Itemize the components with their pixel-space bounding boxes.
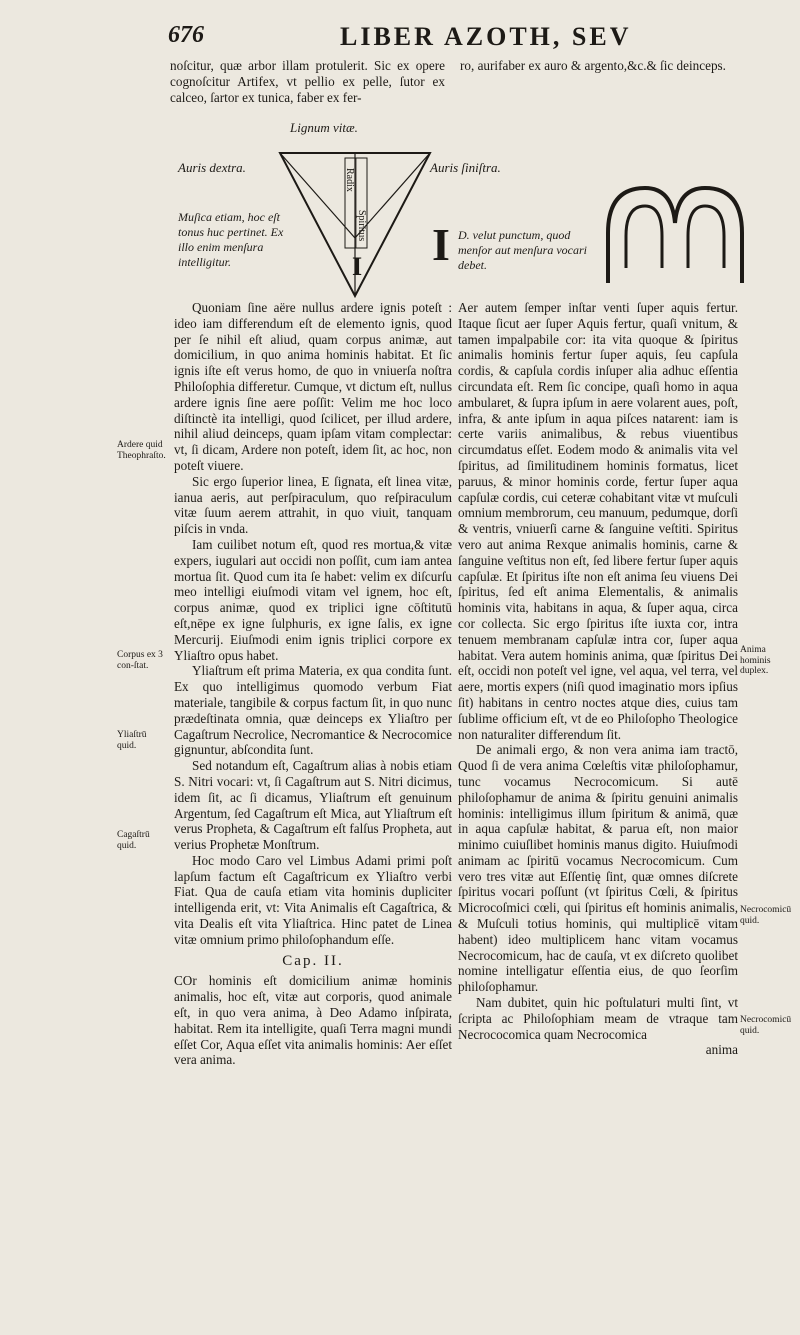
left-paragraph-6: Hoc modo Caro vel Limbus Adami primi poſt lapſum factum eſt Cagaſtricum ex Yliaſtro verbi Fiat. Qua de cauſa etiam vita hominis dupliciter intelligenda erit, vt: Vita Animalis eſt Cagaſtrica, & vita Dealis eſt vita Yliaſtrica. Hinc patet de Linea vitæ omnium primo philoſophandum eſſe. [174,852,452,947]
figure-left-caption: Muſica etiam, hoc eſt tonus huc pertinet. Ex illo enim menſura intelligitur. [178,210,284,269]
catchword: anima [705,1042,738,1058]
margin-note-necrocomicum-2: Necrocomicū quid. [740,1015,792,1036]
margin-note-cagastrum: Cagaſtrū quid. [117,830,150,851]
top-left-text: noſcitur, quæ arbor illam protulerit. Sic ex opere cognoſcitur Artifex, vt pellio ex pelle, ſutor ex calceo, ſartor ex tunica, faber ex fer- [170,58,445,105]
chapter-heading: Cap. II. [282,952,344,969]
chapter-text: COr hominis eſt domicilium animæ hominis animalis, hoc eſt, vitæ aut corporis, quod animale eſt, in quo vera anima, à Deo Adamo inſpirata, habitat. Rem ita intelligite, quaſi Terra magni mundi eſſet Cor, Aqua eſſet vita animalis hominis: Aer eſſet vera anima. [174,973,452,1068]
ear-arches-diagram [600,178,750,288]
margin-note-anima: Anima hominis duplex. [740,645,771,676]
left-paragraph-1: Quoniam ſine aëre nullus ardere ignis poteſt : ideo iam differendum eſt de elemento ignis, quod per ſe nihil eſt aliud, quam corpus animæ, aut domicilium, in quo anima hominis habitat. Et ſic ignis iſte eſt verus homo, de quo in vniuerſa noſtra Philoſophia differetur. Cumque, vt dictum eſt, nullus ardere ignis ſine aere poſſit: Velim me hoc loco diſtinctè ita intelligi, quod ſcilicet, per illud ardere, nihil aliud deinceps, quam ipſam vitam complectar: vt, ſi dicam, Ardere non poteſt, idem ſit, ac hoc, non poteſt viuere. [174,300,452,473]
page-number: 676 [168,22,204,48]
triangle-bottom-letter: I [352,252,363,281]
figure-title: Lignum vitæ. [290,120,358,135]
right-column [458,300,738,1058]
running-title: LIBER AZOTH, SEV [340,22,632,51]
left-column [174,300,452,1068]
margin-note-corpus: Corpus ex 3 con-ſtat. [117,650,163,671]
margin-note-necrocomicum-1: Necrocomicū quid. [740,905,792,926]
right-paragraph-3: Nam dubitet, quin hic poſtulaturi multi ſint, vt ſcripta ac Philoſophiam meam de vtraque tam Necrococomica quam Necrocomica [458,995,738,1042]
margin-note-yliastrum: Yliaſtrū quid. [117,730,147,751]
figure-right-caption: D. velut punctum, quod menſor aut menſura vocari debet. [458,228,587,272]
margin-note-ardere: Ardere quid Theophraſto. [117,440,166,461]
left-paragraph-4: Yliaſtrum eſt prima Materia, ex qua condita ſunt. Ex quo intelligimus quomodo verbum Fiat materiale, tangibile & corpus factum ſit, in quo nunc prædeſtinata omnia, quæ deinceps ex Yliaſtro per Cagaſtrum Necrolice, Necromantice & Necrocomice gignuntur, abſcondita ſunt. [174,663,452,758]
top-right-text: ro, aurifaber ex auro & argento,&c.& ſic deinceps. [460,58,726,73]
right-paragraph-2: De animali ergo, & non vera anima iam tractō, Quod ſi de vera anima Cœleſtis vitæ philoſophamur, tunc vocamus Necrocomicum. Si autē philoſophamur de anima & ſpiritu genuini animalis hominis: intelligimus illum ſpiritum & animā, quæ in aqua capſulæ habitat, & parua eſt, non maior minimo cuiuſlibet hominis manus digito. Huiuſmodi animam ac ſpiritū vocamus Necrocomicum. Cum vero tres vitæ aut Eſſentię ſint, quæ omnes diſcrete ſpiritus vocari poſſunt (vt ſpiritus Cœli, & ſpiritus Microcoſmici cœli, qui ſpiritus eſt hominis animalis, & Muſculi totius hominis, qui multiplicē vitam habent) ideo multiplicem hanc vitam vocamus Necrocomicum, hac de cauſa, vt ex diſcreto quolibet nomine intelligatur eſſentia eius, de quo ſeorſim philoſophamur. [458,742,738,995]
triangle-inner-label-1: Radix [344,168,355,192]
right-paragraph-1: Aer autem ſemper inſtar venti ſuper aquis fertur. Itaque ſicut aer ſuper Aquis fertur, quaſi vnitum, & tamen impalpabile cor: ita vita quoque & ſpiritus animalis hominis fertur ſuper aquis, ſeu capſula cordis, & capſula cordis inſuper alia adhuc eſſentia circundata eſt. Rem ſic concipe, quaſi homo in aqua ambularet, & ſupra ipſum in aere volarent aues, poſt, infra, & ante ipſum in aqua piſces natarent: iam is certe variis animalibus, & rebus viuentibus circumdatus eſſet. Eodem modo & animalis vita vel ſpiritus, ad ſimilitudinem hominis formatus, licet paruus, & minor hominis corde, fertur ſuper aqua capſulæ cordis, cui ceteræ cohabitant vitæ vt muſculi omnium membrorum, ceu manuum, pedumque, dorſi & ventris, vniuerſi carne & ſanguine veſtiti. Spiritus vero aut anima Rexque animalis hominis, carne & ſanguine veſtitus non eſt, ſed libere fertur ſuper aquis capſulæ. Et ſpiritus iſte non eſt anima ſeu viuens Dei ſpiritus, ſed eſt anima Elementalis, & animalis hominis vita, habitans in aqua, & ſuper aqua, circa cor collecta. Sic ergo ſpiritus iſte iuxta cor, intra tenuem membranam capſulæ intra cor, ſuper aqua habitat. Vera autem hominis anima, quæ ſpiritus Dei eſt, occidi non poteſt vel igne, vel aqua, vel terra, vel aere, mortis expers (niſi quod imaginatio mors ipſius ſit) habitans in centro noctes atque dies, cuius tam ſublime officium eſt, vt de eo Philoſopho Theologice non naturaliter differendum ſit. [458,300,738,742]
left-paragraph-2: Sic ergo ſuperior linea, E ſignata, eſt linea vitæ, ianua aeris, aut perſpiraculum, quo reſpiraculum vitæ ſuum aerem attrahit, in quo viuit, tanquam piſcis in vnda. [174,473,452,537]
figure-left-label: Auris dextra. [178,160,246,175]
left-paragraph-5: Sed notandum eſt, Cagaſtrum alias à nobis etiam S. Nitri vocari: vt, ſi Cagaſtrum aut S. Nitri dicimus, idem ſit, ac ſi dicamus, Yliaſtrum eſt genuinum Argentum, ſed Cagaſtrum eſt Mica, aut Yliaſtrum eſt verus Propheta, & Cagaſtrum eſt falſus Propheta, aut verius Prophetæ Monſtrum. [174,758,452,853]
page-header [150,22,790,52]
figure-right-label: Auris ſiniſtra. [430,160,501,175]
figure-right-initial: I [432,219,450,270]
left-paragraph-3: Iam cuilibet notum eſt, quod res mortua,& vitæ expers, iugulari aut occidi non poſſit, cum iam antea mortua ſit. Quod cum ita ſe habet: velim ex diſcurſu meo intelligi eiuſmodi vitam vel ignem, hoc eſt, corpus animæ, quod ex triplici igne cōſtitutū eſt,nēpe ex igne ſulphuris, ex igne ſalis, ex igne Mercurij. Eiuſmodi enim ignis triplici corpore ex Yliaſtro opus habet. [174,536,452,663]
triangle-inner-label-2: Spiritus [356,210,367,242]
